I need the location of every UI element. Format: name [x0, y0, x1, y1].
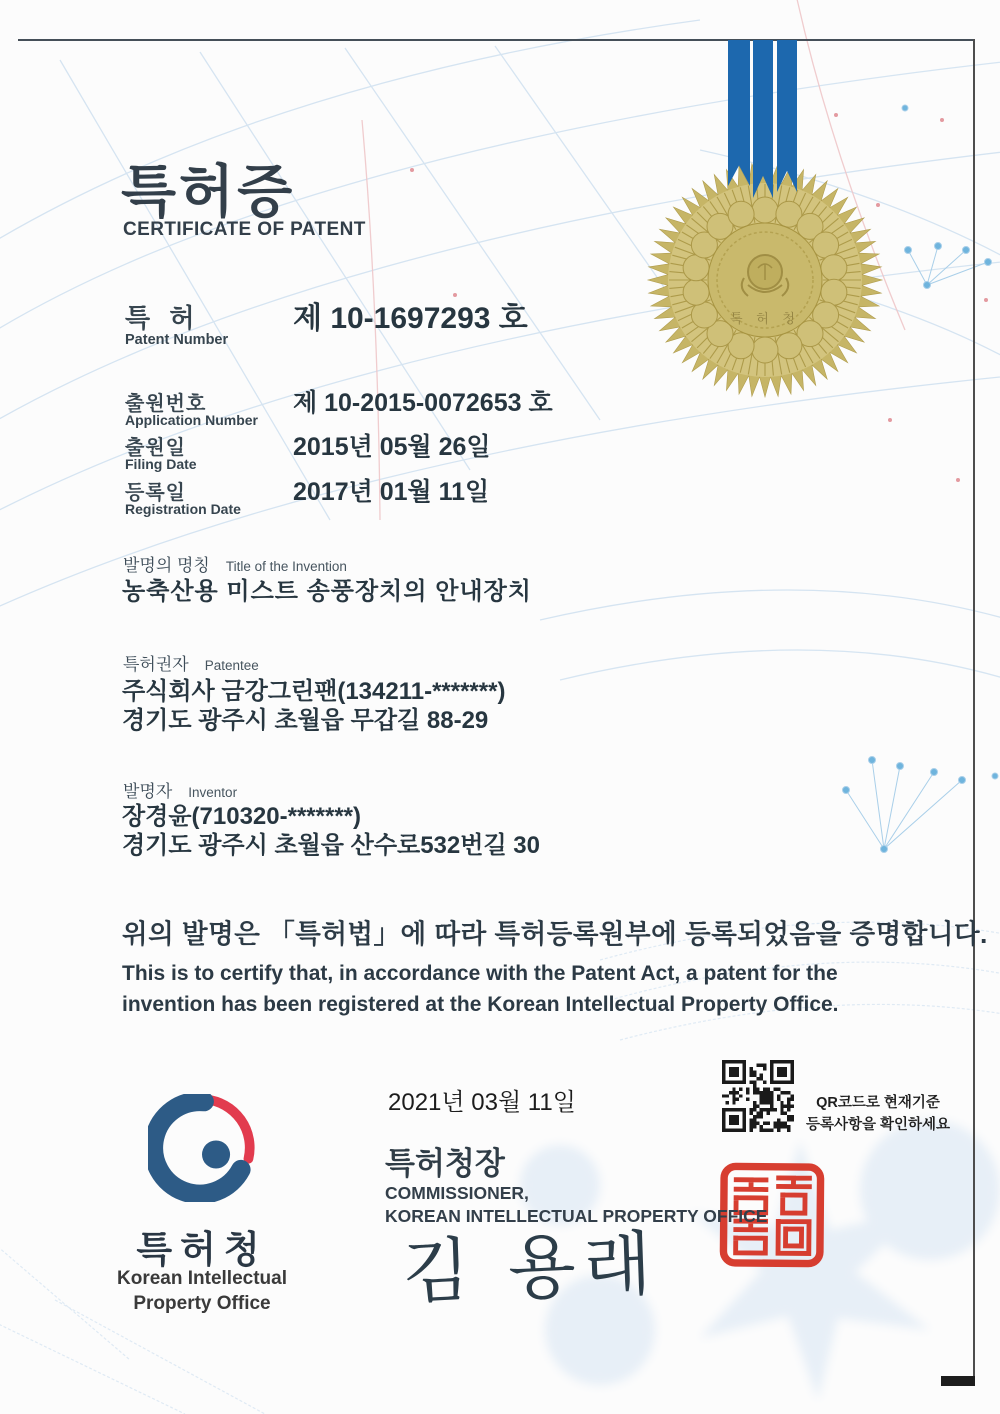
- scan-edge-right-line: [973, 39, 975, 1386]
- ribbon-stripe-middle: [753, 40, 773, 198]
- qr-note-line1: QR코드로 현재기준: [816, 1095, 940, 1111]
- kipo-name-korean: 특허청: [136, 1229, 268, 1270]
- certificate-title-english: CERTIFICATE OF PATENT: [123, 219, 366, 240]
- application-number-label-en: Application Number: [125, 412, 259, 428]
- inventor-address: 경기도 광주시 초월읍 산수로532번길 30: [122, 832, 540, 859]
- kipo-name-english-line1: Korean Intellectual: [117, 1268, 287, 1289]
- gold-foil-seal-medal: [645, 160, 885, 400]
- kipo-emblem-icon: [148, 1094, 256, 1202]
- inventor-label: [123, 777, 237, 802]
- medal-emboss-text: 특 허 청: [730, 311, 800, 326]
- application-number-value: 제 10-2015-0072653 호: [293, 389, 553, 417]
- kipo-name-english: [102, 1266, 302, 1316]
- commissioner-title-english-line1: COMMISSIONER,: [385, 1183, 529, 1203]
- certificate-title-korean: 특허증: [121, 160, 296, 224]
- certification-statement-english-line1: This is to certify that, in accordance with the Patent Act, a patent for the: [122, 962, 838, 985]
- invention-title-value: 농축산용 미스트 송풍장치의 안내장치: [122, 578, 532, 605]
- inventor-label-en: Inventor: [188, 785, 238, 800]
- patentee-label: [123, 650, 259, 675]
- commissioner-title-english-line2: KOREAN INTELLECTUAL PROPERTY OFFICE: [385, 1206, 768, 1226]
- commissioner-signature: 김 용래: [400, 1222, 661, 1314]
- filing-date-label-en: Filing Date: [125, 456, 197, 472]
- inventor-name: 장경윤(710320-*******): [122, 803, 361, 830]
- filing-date-value: 2015년 05월 26일: [293, 433, 491, 461]
- qr-note-text: [788, 1092, 968, 1136]
- patent-number-value: 제 10-1697293 호: [293, 302, 528, 335]
- registration-date-label-ko: 등록일: [125, 482, 186, 504]
- invention-title-label: [123, 551, 347, 576]
- filing-date-label-ko: 출원일: [125, 437, 186, 459]
- patentee-label-en: Patentee: [204, 658, 259, 673]
- scan-edge-top-line: [18, 39, 975, 41]
- patentee-address: 경기도 광주시 초월읍 무갑길 88-29: [122, 707, 489, 734]
- qr-code-icon: [722, 1060, 794, 1132]
- inventor-label-ko: 발명자: [123, 782, 173, 801]
- commissioner-title-korean: 특허청장: [385, 1146, 505, 1181]
- patent-number-label-ko: 특 허: [125, 303, 201, 333]
- invention-title-label-en: Title of the Invention: [225, 559, 347, 574]
- invention-title-label-ko: 발명의 명칭: [123, 556, 210, 575]
- certification-statement-english-line2: invention has been registered at the Korean Intellectual Property Office.: [122, 993, 839, 1016]
- issue-date: 2021년 03월 11일: [388, 1089, 576, 1116]
- application-number-label-ko: 출원번호: [125, 393, 207, 415]
- patent-number-label-en: Patent Number: [125, 332, 229, 348]
- certification-statement-english: [122, 958, 839, 1020]
- ribbon-stripe-left: [728, 40, 750, 186]
- certification-statement-korean: 위의 발명은 「특허법」에 따라 특허등록원부에 등록되었음을 증명합니다.: [122, 919, 988, 949]
- registration-date-label-en: Registration Date: [125, 501, 241, 517]
- commissioner-title-english: [385, 1182, 767, 1228]
- kipo-name-english-line2: Property Office: [133, 1293, 271, 1314]
- ribbon-stripe-right: [777, 40, 797, 192]
- patentee-name: 주식회사 금강그린팬(134211-*******): [122, 678, 506, 705]
- scan-corner-mark: [941, 1376, 975, 1386]
- qr-note-line2: 등록사항을 확인하세요: [805, 1117, 951, 1133]
- patentee-label-ko: 특허권자: [123, 655, 189, 674]
- registration-date-value: 2017년 01월 11일: [293, 478, 490, 506]
